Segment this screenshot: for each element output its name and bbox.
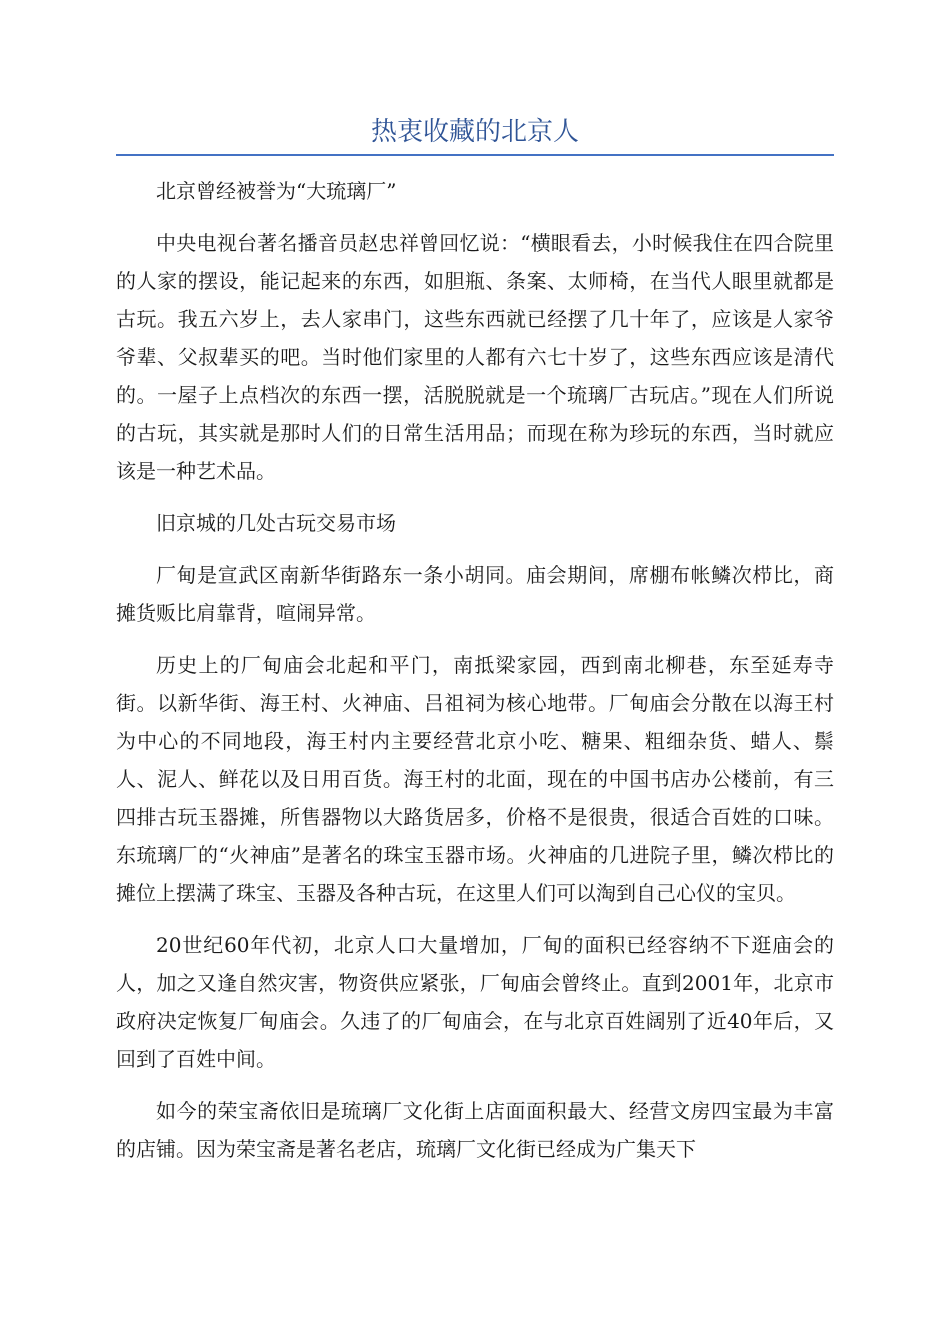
paragraph: 如今的荣宝斋依旧是琉璃厂文化街上店面面积最大、经营文房四宝最为丰富的店铺。因为荣宝斋是著名老店，琉璃厂文化街已经成为广集天下 — [116, 1099, 834, 1161]
paragraph: 中央电视台著名播音员赵忠祥曾回忆说：“横眼看去，小时候我住在四合院里的人家的摆设，能记起来的东西，如胆瓶、条案、太师椅，在当代人眼里就都是古玩。我五六岁上，去人家串门，这些东西就已经摆了几十年了，应该是人家爷爷辈、父叔辈买的吧。当时他们家里的人都有六七十岁了，这些东西应该是清代的。一屋子上点档次的东西一摆，活脱脱就是一个琉璃厂古玩店。”现在人们所说的古玩，其实就是那时人们的日常生活用品；而现在称为珍玩的东西，当时就应该是一种艺术品。 — [116, 231, 834, 483]
section-heading: 北京曾经被誉为“大琉璃厂” — [156, 179, 397, 203]
paragraph: 历史上的厂甸庙会北起和平门，南抵梁家园，西到南北柳巷，东至延寿寺街。以新华街、海王村、火神庙、吕祖祠为核心地带。厂甸庙会分散在以海王村为中心的不同地段，海王村内主要经营北京小吃、糖果、粗细杂货、蜡人、鬃人、泥人、鲜花以及日用百货。海王村的北面，现在的中国书店办公楼前，有三四排古玩玉器摊，所售器物以大路货居多，价格不是很贵，很适合百姓的口味。东琉璃厂的“火神庙”是著名的珠宝玉器市场。火神庙的几进院子里，鳞次栉比的摊位上摆满了珠宝、玉器及各种古玩，在这里人们可以淘到自己心仪的宝贝。 — [116, 653, 834, 905]
paragraph: 20世纪60年代初，北京人口大量增加，厂甸的面积已经容纳不下逛庙会的人，加之又逢自然灾害，物资供应紧张，厂甸庙会曾终止。直到2001年，北京市政府决定恢复厂甸庙会。久违了的厂甸庙会，在与北京百姓阔别了近40年后，又回到了百姓中间。 — [116, 933, 834, 1071]
title-underline — [116, 154, 834, 156]
section-heading: 旧京城的几处古玩交易市场 — [156, 511, 396, 535]
paragraph: 厂甸是宣武区南新华街路东一条小胡同。庙会期间，席棚布帐鳞次栉比，商摊货贩比肩靠背，喧闹异常。 — [116, 563, 834, 625]
document-body — [116, 172, 834, 1182]
document-title: 热衷收藏的北京人 — [370, 117, 579, 147]
